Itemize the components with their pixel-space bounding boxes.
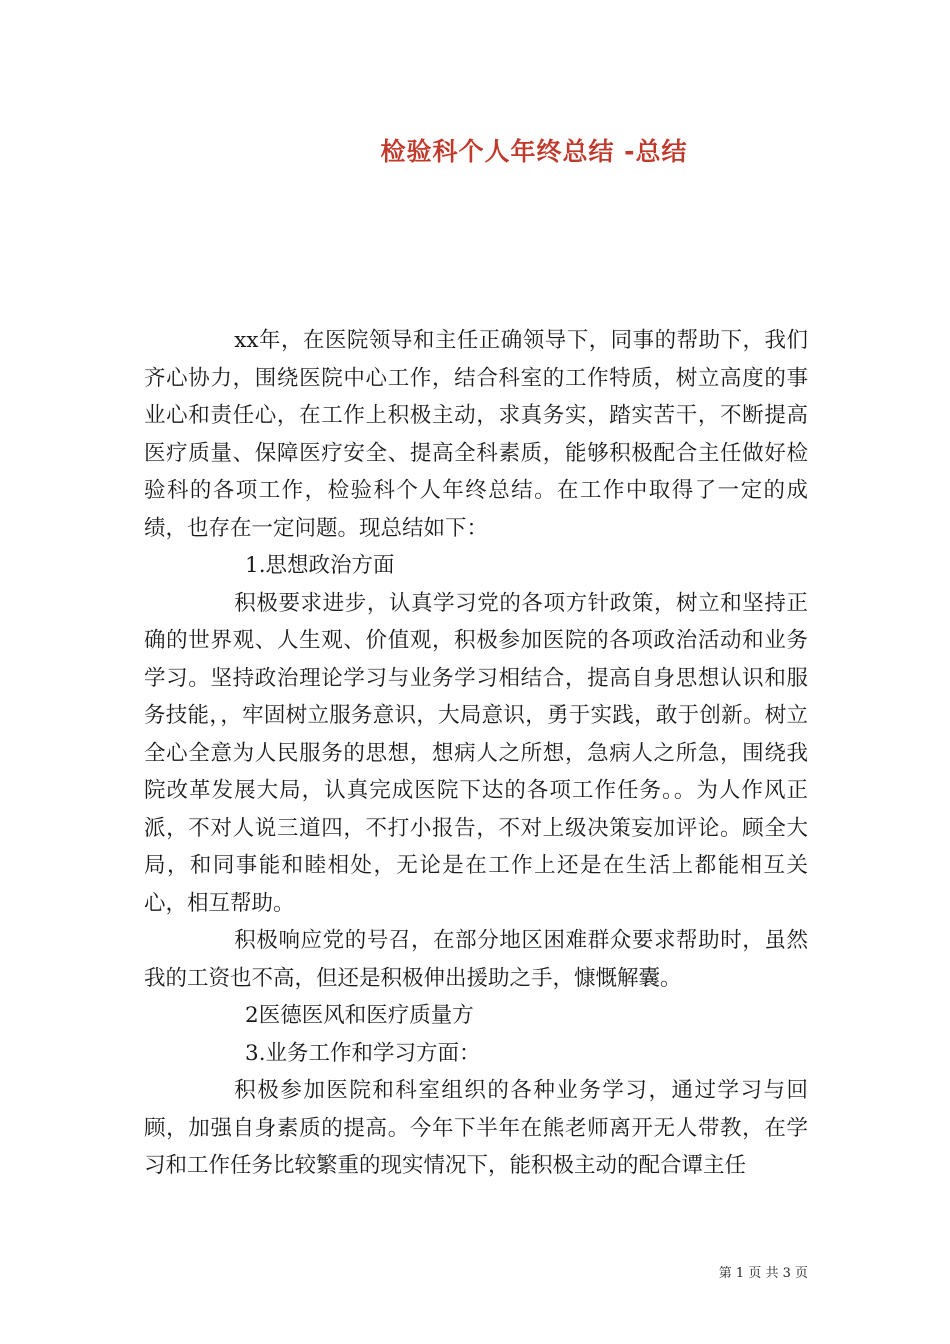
section-heading-political: 1.思想政治方面: [245, 553, 395, 578]
document-title: 检验科个人年终总结 -总结: [380, 137, 688, 166]
paragraph-political: 积极要求进步，认真学习党的各项方针政策，树立和坚持正确的世界观、人生观、价值观，积极参加医院的各项政治活动和业务学习。坚持政治理论学习与业务学习相结合，提高自身思想认识和服务技能，，牢固树立服务意识，大局意识，勇于实践，敢于创新。树立全心全意为人民服务的思想，想病人之所想，急病人之所急，围绕我院改革发展大局，认真完成医院下达的各项工作任务。。为人作风正派，不对人说三道四，不打小报告，不对上级决策妄加评论。顾全大局，和同事能和睦相处，无论是在工作上还是在生活上都能相互关心，相互帮助。: [144, 590, 808, 916]
paragraph-work-study: 积极参加医院和科室组织的各种业务学习，通过学习与回顾，加强自身素质的提高。今年下半年在熊老师离开无人带教，在学习和工作任务比较繁重的现实情况下，能积极主动的配合谭主任: [144, 1078, 808, 1178]
section-heading-ethics: 2医德医风和医疗质量方: [245, 1003, 474, 1028]
page-number: 第 1 页 共 3 页: [718, 1266, 808, 1281]
section-heading-work-study: 3.业务工作和学习方面：: [245, 1040, 481, 1066]
document-body: [144, 322, 808, 1185]
paragraph-intro: xx年，在医院领导和主任正确领导下，同事的帮助下，我们齐心协力，围绕医院中心工作，结合科室的工作特质，树立高度的事业心和责任心，在工作上积极主动，求真务实，踏实苦干，不断提高医疗质量、保障医疗安全、提高全科素质，能够积极配合主任做好检验科的各项工作，检验科个人年终总结。在工作中取得了一定的成绩，也存在一定问题。现总结如下：: [144, 328, 808, 541]
paragraph-donation: 积极响应党的号召，在部分地区困难群众要求帮助时，虽然我的工资也不高，但还是积极伸出援助之手，慷慨解囊。: [144, 928, 808, 991]
